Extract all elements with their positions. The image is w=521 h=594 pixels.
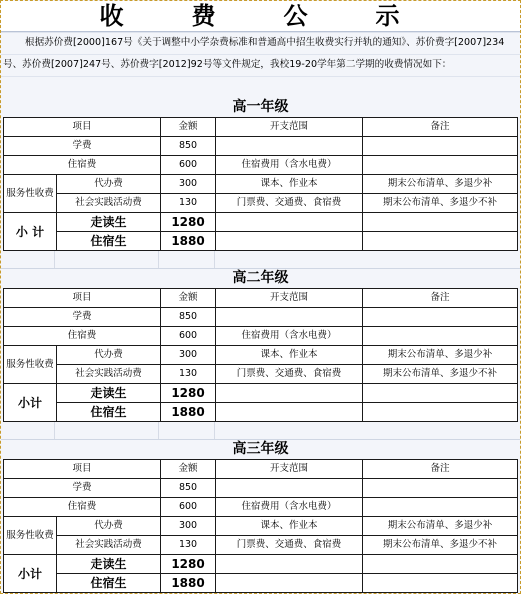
day-student-total: 1280: [161, 555, 216, 574]
table-header-row: [4, 289, 518, 308]
table-row: [4, 479, 518, 498]
day-note: [363, 384, 518, 403]
lodging-label: 住宿费: [4, 498, 161, 517]
day-student-total: 1280: [161, 213, 216, 232]
agency-note: 期末公布清单、多退少补: [363, 346, 518, 365]
header-note: 备注: [363, 460, 518, 479]
grade-title: 高三年级: [232, 441, 289, 457]
header-amount: 金额: [161, 289, 216, 308]
lodging-note: [363, 327, 518, 346]
table-header-row: [4, 118, 518, 137]
day-note: [363, 555, 518, 574]
day-student-label: 走读生: [57, 213, 161, 232]
day-scope: [216, 213, 363, 232]
tuition-scope: [216, 137, 363, 156]
header-amount: 金额: [161, 460, 216, 479]
table-row: [4, 403, 518, 422]
grade-sections: [1, 98, 520, 594]
agency-amount: 300: [161, 346, 216, 365]
practice-label: 社会实践活动费: [57, 536, 161, 555]
boarding-student-total: 1880: [161, 574, 216, 593]
boarding-student-total: 1880: [161, 403, 216, 422]
agency-amount: 300: [161, 517, 216, 536]
lodging-scope: 住宿费用（含水电费）: [216, 156, 363, 175]
agency-note: 期末公布清单、多退少补: [363, 517, 518, 536]
table-row: [4, 156, 518, 175]
subtotal-label: 小 计: [4, 213, 57, 251]
practice-amount: 130: [161, 365, 216, 384]
practice-note: 期末公布清单、多退少不补: [363, 536, 518, 555]
section-spacer: [1, 251, 520, 269]
header-item: 项目: [4, 460, 161, 479]
header-scope: 开支范围: [216, 118, 363, 137]
tuition-label: 学费: [4, 308, 161, 327]
lodging-label: 住宿费: [4, 327, 161, 346]
fee-table: [3, 459, 518, 593]
boarding-note: [363, 574, 518, 593]
boarding-student-label: 住宿生: [57, 403, 161, 422]
header-amount: 金额: [161, 118, 216, 137]
tuition-note: [363, 137, 518, 156]
lodging-scope: 住宿费用（含水电费）: [216, 327, 363, 346]
agency-scope: 课本、作业本: [216, 346, 363, 365]
tuition-scope: [216, 479, 363, 498]
boarding-note: [363, 232, 518, 251]
fee-table: [3, 117, 518, 251]
practice-note: 期末公布清单、多退少不补: [363, 365, 518, 384]
agency-label: 代办费: [57, 175, 161, 194]
day-scope: [216, 384, 363, 403]
agency-label: 代办费: [57, 517, 161, 536]
service-fee-label: 服务性收费: [4, 517, 57, 555]
lodging-note: [363, 498, 518, 517]
table-row: [4, 346, 518, 365]
table-row: [4, 384, 518, 403]
header-note: 备注: [363, 118, 518, 137]
table-row: [4, 175, 518, 194]
tuition-label: 学费: [4, 479, 161, 498]
subtotal-label: 小计: [4, 384, 57, 422]
table-row: [4, 194, 518, 213]
header-scope: 开支范围: [216, 460, 363, 479]
lodging-note: [363, 156, 518, 175]
day-student-label: 走读生: [57, 384, 161, 403]
practice-amount: 130: [161, 194, 216, 213]
service-fee-label: 服务性收费: [4, 175, 57, 213]
boarding-scope: [216, 403, 363, 422]
tuition-amount: 850: [161, 308, 216, 327]
day-student-label: 走读生: [57, 555, 161, 574]
table-row: [4, 308, 518, 327]
grade-title: 高二年级: [232, 270, 289, 286]
table-row: [4, 137, 518, 156]
header-item: 项目: [4, 289, 161, 308]
agency-scope: 课本、作业本: [216, 175, 363, 194]
notice-title: 收 费 公 示: [1, 1, 520, 32]
boarding-student-total: 1880: [161, 232, 216, 251]
subtotal-label: 小计: [4, 555, 57, 593]
practice-scope: 门票费、交通费、食宿费: [216, 536, 363, 555]
boarding-student-label: 住宿生: [57, 574, 161, 593]
table-row: [4, 574, 518, 593]
tuition-amount: 850: [161, 479, 216, 498]
lodging-label: 住宿费: [4, 156, 161, 175]
lodging-amount: 600: [161, 327, 216, 346]
fee-table: [3, 288, 518, 422]
table-row: [4, 536, 518, 555]
practice-amount: 130: [161, 536, 216, 555]
tuition-label: 学费: [4, 137, 161, 156]
agency-label: 代办费: [57, 346, 161, 365]
table-row: [4, 213, 518, 232]
header-scope: 开支范围: [216, 289, 363, 308]
table-row: [4, 555, 518, 574]
day-student-total: 1280: [161, 384, 216, 403]
table-row: [4, 365, 518, 384]
tuition-amount: 850: [161, 137, 216, 156]
tuition-note: [363, 308, 518, 327]
day-scope: [216, 555, 363, 574]
lodging-scope: 住宿费用（含水电费）: [216, 498, 363, 517]
service-fee-label: 服务性收费: [4, 346, 57, 384]
tuition-note: [363, 479, 518, 498]
practice-scope: 门票费、交通费、食宿费: [216, 194, 363, 213]
agency-note: 期末公布清单、多退少补: [363, 175, 518, 194]
day-note: [363, 213, 518, 232]
table-header-row: [4, 460, 518, 479]
lodging-amount: 600: [161, 498, 216, 517]
table-row: [4, 498, 518, 517]
agency-amount: 300: [161, 175, 216, 194]
boarding-scope: [216, 574, 363, 593]
tuition-scope: [216, 308, 363, 327]
practice-scope: 门票费、交通费、食宿费: [216, 365, 363, 384]
header-note: 备注: [363, 289, 518, 308]
header-item: 项目: [4, 118, 161, 137]
grade-title: 高一年级: [232, 99, 289, 115]
table-row: [4, 517, 518, 536]
boarding-note: [363, 403, 518, 422]
intro-text: 根据苏价费[2000]167号《关于调整中小学杂费标准和普通高中招生收费实行并轨的通知》、苏价费字[2007]234号、苏价费[2007]247号、苏价费字[2012]92号等文件规定，我校19-20学年第二学期的收费情况如下：: [3, 37, 505, 70]
boarding-scope: [216, 232, 363, 251]
table-row: [4, 232, 518, 251]
section-spacer: [1, 422, 520, 440]
agency-scope: 课本、作业本: [216, 517, 363, 536]
intro-paragraph: [1, 32, 520, 98]
lodging-amount: 600: [161, 156, 216, 175]
practice-note: 期末公布清单、多退少不补: [363, 194, 518, 213]
table-row: [4, 327, 518, 346]
boarding-student-label: 住宿生: [57, 232, 161, 251]
practice-label: 社会实践活动费: [57, 194, 161, 213]
practice-label: 社会实践活动费: [57, 365, 161, 384]
